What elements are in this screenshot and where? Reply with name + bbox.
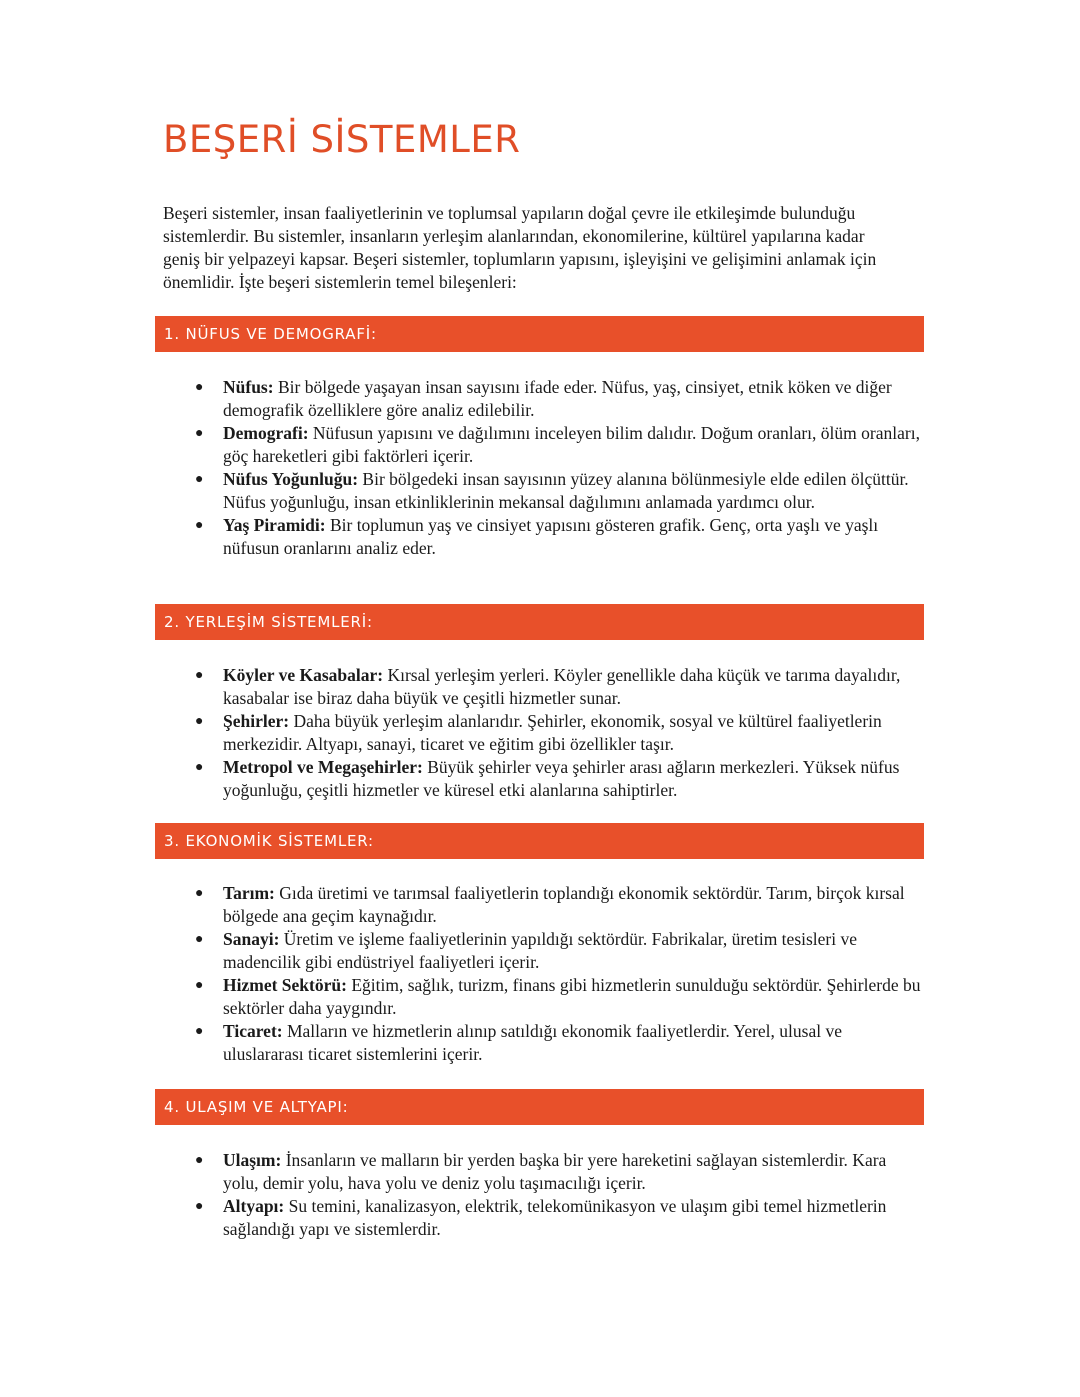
list-item <box>193 664 923 710</box>
list-item <box>193 1195 923 1241</box>
item-text: Daha büyük yerleşim alanlarıdır. Şehirler, ekonomik, sosyal ve kültürel faaliyetlerin merkezidir. Altyapı, sanayi, ticaret ve eğitim gibi özellikler taşır. <box>223 711 882 754</box>
bullet-icon: ● <box>195 886 204 901</box>
item-text: Su temini, kanalizasyon, elektrik, telekomünikasyon ve ulaşım gibi temel hizmetlerin sağlandığı yapı ve sistemlerdir. <box>223 1196 887 1239</box>
item-term: Köyler ve Kasabalar: <box>223 665 384 685</box>
section-header-yerlesim <box>155 604 924 640</box>
section-list-nufus <box>193 376 923 560</box>
item-term: Ticaret: <box>223 1021 283 1041</box>
section-list-ulasim <box>193 1149 923 1241</box>
list-item <box>193 422 923 468</box>
item-text: İnsanların ve malların bir yerden başka bir yere hareketini sağlayan sistemlerdir. Kara yolu, demir yolu, hava yolu ve deniz yolu taşımacılığı içerir. <box>223 1150 887 1193</box>
section-list-ekonomi <box>193 882 923 1066</box>
section-heading: 4. ULAŞIM VE ALTYAPI: <box>164 1098 349 1116</box>
bullet-icon: ● <box>195 380 204 395</box>
bullet-icon: ● <box>195 1024 204 1039</box>
item-text: Üretim ve işleme faaliyetlerinin yapıldığı sektördür. Fabrikalar, üretim tesisleri ve madencilik gibi endüstriyel faaliyetleri içerir. <box>223 929 858 972</box>
bullet-icon: ● <box>195 1153 204 1168</box>
bullet-icon: ● <box>195 760 204 775</box>
list-item <box>193 468 923 514</box>
item-term: Yaş Piramidi: <box>223 515 326 535</box>
list-item <box>193 882 923 928</box>
item-term: Sanayi: <box>223 929 280 949</box>
list-item <box>193 1020 923 1066</box>
section-header-ekonomi <box>155 823 924 859</box>
item-term: Tarım: <box>223 883 275 903</box>
list-item <box>193 514 923 560</box>
section-header-ulasim <box>155 1089 924 1125</box>
bullet-icon: ● <box>195 1199 204 1214</box>
intro-paragraph: Beşeri sistemler, insan faaliyetlerinin ve toplumsal yapıların doğal çevre ile etkileşimde bulunduğu sistemlerdir. Bu sistemler, insanların yerleşim alanlarından, ekonomilerine, kültürel yapılarına kadar geniş bir yelpazeyi kapsar. Beşeri sistemler, toplumların yapısını, işleyişini ve gelişimini anlamak için önemlidir. İşte beşeri sistemlerin temel bileşenleri: <box>163 203 877 292</box>
bullet-icon: ● <box>195 932 204 947</box>
bullet-icon: ● <box>195 668 204 683</box>
item-text: Nüfusun yapısını ve dağılımını inceleyen bilim dalıdır. Doğum oranları, ölüm oranları, göç hareketleri gibi faktörleri içerir. <box>223 423 920 466</box>
item-term: Ulaşım: <box>223 1150 282 1170</box>
section-heading: 1. NÜFUS VE DEMOGRAFİ: <box>164 325 377 343</box>
bullet-icon: ● <box>195 472 204 487</box>
item-text: Eğitim, sağlık, turizm, finans gibi hizmetlerin sunulduğu sektördür. Şehirlerde bu sektörler daha yaygındır. <box>223 975 921 1018</box>
section-list-yerlesim <box>193 664 923 802</box>
list-item <box>193 756 923 802</box>
item-text: Büyük şehirler veya şehirler arası ağların merkezleri. Yüksek nüfus yoğunluğu, çeşitli hizmetler ve küresel etki alanlarına sahiptirler. <box>223 757 900 800</box>
item-term: Altyapı: <box>223 1196 285 1216</box>
item-term: Şehirler: <box>223 711 290 731</box>
bullet-icon: ● <box>195 426 204 441</box>
bullet-icon: ● <box>195 714 204 729</box>
item-term: Metropol ve Megaşehirler: <box>223 757 423 777</box>
item-text: Malların ve hizmetlerin alınıp satıldığı ekonomik faaliyetlerdir. Yerel, ulusal ve uluslararası ticaret sistemlerini içerir. <box>223 1021 842 1064</box>
item-text: Bir bölgedeki insan sayısının yüzey alanına bölünmesiyle elde edilen ölçüttür. Nüfus yoğunluğu, insan etkinliklerinin mekansal dağılımını anlamada yardımcı olur. <box>223 469 909 512</box>
item-text: Gıda üretimi ve tarımsal faaliyetlerin toplandığı ekonomik sektördür. Tarım, birçok kırsal bölgede ana geçim kaynağıdır. <box>223 883 905 926</box>
list-item <box>193 1149 923 1195</box>
item-text: Bir bölgede yaşayan insan sayısını ifade eder. Nüfus, yaş, cinsiyet, etnik köken ve diğer demografik özelliklere göre analiz edilebilir. <box>223 377 892 420</box>
item-term: Nüfus Yoğunluğu: <box>223 469 359 489</box>
section-header-nufus <box>155 316 924 352</box>
bullet-icon: ● <box>195 518 204 533</box>
section-heading: 2. YERLEŞİM SİSTEMLERİ: <box>164 613 373 631</box>
section-heading: 3. EKONOMİK SİSTEMLER: <box>164 832 374 850</box>
list-item <box>193 974 923 1020</box>
item-term: Hizmet Sektörü: <box>223 975 347 995</box>
list-item <box>193 710 923 756</box>
item-term: Demografi: <box>223 423 309 443</box>
item-text: Kırsal yerleşim yerleri. Köyler genellikle daha küçük ve tarıma dayalıdır, kasabalar ise biraz daha büyük ve çeşitli hizmetler sunar. <box>223 665 901 708</box>
list-item <box>193 376 923 422</box>
page-title: BEŞERİ SİSTEMLER <box>163 118 521 161</box>
list-item <box>193 928 923 974</box>
item-term: Nüfus: <box>223 377 274 397</box>
item-text: Bir toplumun yaş ve cinsiyet yapısını gösteren grafik. Genç, orta yaşlı ve yaşlı nüfusun oranlarını analiz eder. <box>223 515 879 558</box>
bullet-icon: ● <box>195 978 204 993</box>
